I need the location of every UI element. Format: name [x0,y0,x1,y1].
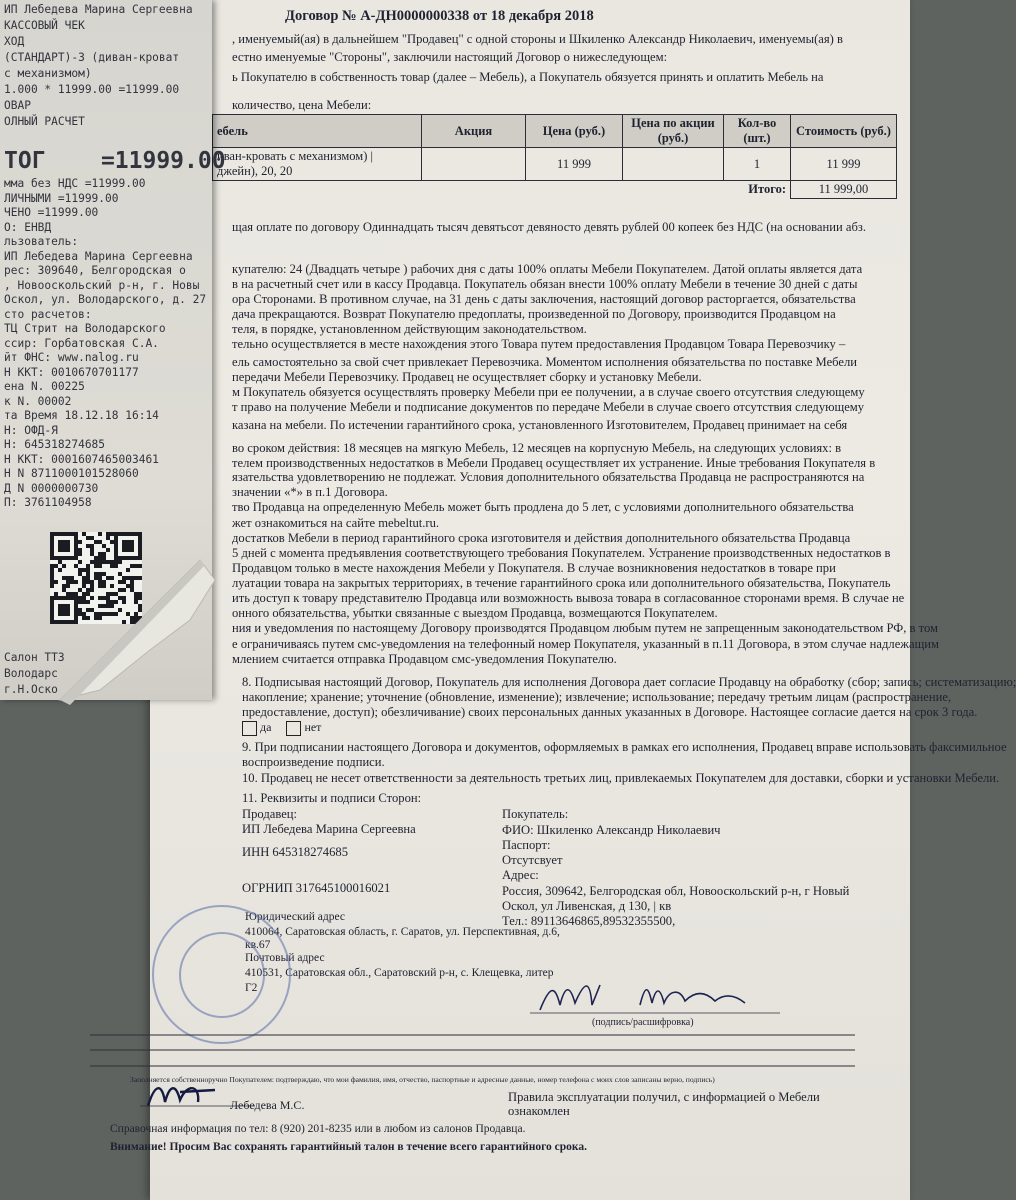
table-row [213,148,897,181]
header-cell: Кол-во (шт.) [724,115,791,148]
receipt-line: с механизмом) [4,67,92,80]
receipt-line: г.Н.Оско [4,683,58,696]
contract-body-line: ора Сторонами. В противном случае, на 31 день с даты заключения, настоящий договор расторгается, обязательства [232,292,856,306]
contract-body-line: е ограничиваясь путем смс-уведомления на телефонный номер Покупателя, указанный в п.11 Договора, в этом случае надлежащим [232,637,939,651]
seller-postal-address-label: Почтовый адрес [245,952,325,964]
footer-note: Заполняется собственноручно Покупателем: подтверждаю, что мои фамилия, имя, отчество, паспортные и адресные данные, номер телефона с моих слов записаны верно, подпись) [130,1075,715,1084]
contract-body-line: м Покупатель обязуется осуществлять проверку Мебели при ее получении, а в случае своего отсутствия следующему [232,385,865,399]
receipt-line: ИП Лебедева Марина Сергеевна [4,249,193,263]
clause-10: 10. Продавец не несет ответственности за деятельность третьих лиц, привлекаемых Покупателем для доставки, сборки и установки Мебели. [242,771,1000,785]
buyer-phone: Тел.: 89113646865,89532355500, [502,914,676,928]
seller-postal-address: Г2 [245,982,258,994]
contract-body-line: т право на получение Мебели и подписание документов по передаче Мебели в случае своего отсутствия следующему [232,400,865,414]
receipt-line: ссир: Горбатовская С.А. [4,336,159,350]
receipt-line: та Время 18.12.18 16:14 [4,409,159,422]
contract-body-line: телем производственных недостатков в Мебели Продавец осуществляет их устранение. Иные требования Покупателя в [232,456,876,470]
intro-line: ь Покупателю в собственность товар (далее – Мебель), а Покупатель обязуется принять и оплатить Мебель на [232,70,824,84]
buyer-passport-label: Паспорт: [502,838,551,852]
contract-body-line: передачи Мебели Перевозчику. Продавец не осуществляет сборку и установку Мебели. [232,370,702,384]
receipt-line: ЛИЧНЫМИ =11999.00 [4,191,119,205]
buyer-address-label: Адрес: [502,868,539,882]
consent-checkboxes [242,720,321,736]
intro-line: , именуемый(ая) в дальнейшем "Продавец" с одной стороны и Шкиленко Александр Николаевич, именуемы(ая) в [232,32,843,46]
checkbox-no[interactable] [286,721,301,736]
receipt-total [4,148,226,174]
contract-body-line: ель самостоятельно за свой счет привлекает Перевозчика. Моментом исполнения обязательства по поставке Мебели [232,355,858,369]
receipt-line: Н ККТ: 0001607465003461 [4,452,159,466]
contract-title: Договор № А-ДН0000000338 от 18 декабря 2018 [285,8,594,24]
seller-legal-address: кв.67 [245,939,271,951]
contract-body-line: теля, в порядке, установленном действующим законодательством. [232,322,587,336]
seller-legal-address: 410064, Саратовская область, г. Саратов, ул. Перспективная, д.6, [245,926,560,938]
receipt-line: Н N 8711000101528060 [4,467,139,480]
checkbox-yes[interactable] [242,721,257,736]
receipt-line: ТЦ Стрит на Володарского [4,322,166,335]
contract-page [110,0,1016,1200]
receipt-total-value: =11999.00 [100,148,226,174]
total-value: 11 999,00 [791,181,897,199]
table-cell: 11 999 [526,148,623,181]
buyer-passport-value: Отсутсвует [502,853,563,867]
seller-legal-address-label: Юридический адрес [245,911,345,923]
info-phone: Справочная информация по тел: 8 (920) 201-8235 или в любом из салонов Продавца. [110,1123,526,1135]
receipt-line: ХОД [4,35,25,48]
receipt-line: мма без НДС =11999.00 [4,177,146,190]
contract-body-line: Продавцом только в месте нахождения Мебели у Покупателя. В случае возникновения недостатков в товаре при [232,561,836,575]
buyer-signature-caption: (подпись/расшифровка) [592,1017,694,1028]
receipt-line: льзователь: [4,235,79,248]
seller-postal-address: 410531, Саратовская обл., Саратовский р-н, с. Клещевка, литер [245,967,554,979]
checkbox-no-label: нет [304,720,322,734]
contract-body-line: купателю: 24 (Двадцать четыре ) рабочих дня с даты 100% оплаты Мебели Покупателем. Датой оплаты является дата [232,262,863,276]
clause-9-line: воспроизведение подписи. [242,755,385,769]
clause-8-line: предоставление, доступ); обезличивание) своих персональных данных указанных в Договоре. Настоящее согласие дается на срок 3 года. [242,705,978,719]
receipt-line: ИП Лебедева Марина Сергеевна [4,3,193,16]
torn-paper-flap [0,560,230,710]
checkbox-yes-label: да [260,720,272,734]
contract-body-line: значении «*» в п.1 Договора. [232,485,388,499]
table-cell: 1 [724,148,791,181]
receipt-line: йт ФНС: www.nalog.ru [4,351,139,364]
receipt-line: Д N 0000000730 [4,481,99,495]
buyer-heading: Покупатель: [502,807,569,821]
contract-body-line: млением считается отправка Продавцом смс-уведомления Покупателю. [232,652,617,666]
receipt-line: ОЛНЫЙ РАСЧЕТ [4,115,85,128]
buyer-fio: ФИО: Шкиленко Александр Николаевич [502,823,721,837]
receipt-total-label: ТОГ [4,148,46,174]
buyer-address: Россия, 309642, Белгородская обл, Новооскольский р-н, г Новый [502,884,850,898]
receipt-line: ена N. 00225 [4,380,85,393]
seller-ogrnip: ОГРНИП 317645100016021 [242,881,391,895]
receipt-line: Н: ОФД-Я [4,423,58,437]
contract-body-line: луатации товара на закрытых территориях, в течение гарантийного срока или дополнительного обязательства, Покупатель [232,576,891,590]
receipt-line: Н: 645318274685 [4,438,106,451]
header-cell: Цена (руб.) [526,115,623,148]
contract-body-line: щая оплате по договору Одиннадцать тысяч девятьсот девяносто девять рублей 00 копеек без НДС (на основании абз. [232,220,866,234]
receipt-line: сто расчетов: [4,307,92,321]
clause-8-line: накопление; хранение; уточнение (обновление, изменение); извлечение; использование; передачу третьим лицам (распространение, [242,690,952,704]
contract-body-line: онного обязательства, убытки связанные с выездом Продавца, возмещаются Покупателем. [232,606,718,620]
seller-inn: ИНН 645318274685 [242,845,348,859]
receipt-line: Н ККТ: 0010670701177 [4,365,139,379]
contract-body-line: жет ознакомиться на сайте mebeltut.ru. [232,516,440,530]
buyer-signature [530,975,790,1020]
seller-name: ИП Лебедева Марина Сергеевна [242,822,416,836]
rules-line: Правила эксплуатации получил, с информацией о Мебели [508,1090,820,1104]
header-cell: Цена по акции (руб.) [623,115,724,148]
fill-in-lines [90,1030,860,1075]
table-total-row [213,181,897,199]
contract-body-line: достатков Мебели в период гарантийного срока изготовителя и действия дополнительного обязательства Продавца [232,531,851,545]
table-header-row [213,115,897,148]
receipt-line: КАССОВЫЙ ЧЕК [4,19,85,32]
contract-body-line: ить доступ к товару представителю Продавца или возможность вывоза товара в согласованное сторонами время. В случае не [232,591,905,605]
receipt-line: П: 3761104958 [4,496,92,509]
contract-body-line: 5 дней с момента предъявления соответствующего требования Покупателем. Устранение производственных недостатков в [232,546,891,560]
header-cell: Акция [422,115,526,148]
receipt-line: 1.000 * 11999.00 =11999.00 [4,83,180,96]
contract-body-line: казана на мебели. По истечении гарантийного срока, установленного Изготовителем, Продавец принимает на себя [232,418,848,432]
intro-line: естно именуемые "Стороны", заключили настоящий Договор о нижеследующем: [232,50,668,64]
receipt-line: Володарс [4,667,58,680]
contract-body-line: язательства удовлетворению не подлежат. Условия дополнительного обязательства Продавца не распространяются на [232,470,865,484]
table-cell [422,148,526,181]
clause-9-line: 9. При подписании настоящего Договора и документов, оформляемых в рамках его исполнения, Продавец вправе использовать факсимильное [242,740,1007,754]
receipt-line: рес: 309640, Белгородская о [4,264,186,277]
attention-note: Внимание! Просим Вас сохранять гарантийный талон в течение всего гарантийного срока. [110,1141,587,1153]
contract-body-line: в на расчетный счет или в кассу Продавца. Покупатель обязан внести 100% оплату Мебели в течение 30 дней с даты [232,277,858,291]
receipt-line: О: ЕНВД [4,220,52,234]
table-cell [623,148,724,181]
furniture-table [212,114,897,199]
receipt-line: , Новооскольский р-н, г. Новы [4,278,200,292]
table-caption: количество, цена Мебели: [232,98,372,112]
seller-stamp [152,905,291,1044]
total-label: Итого: [748,182,786,197]
contract-body-line: тво Продавца на определенную Мебель может быть продлена до 5 лет, с условиями дополнительного обязательства [232,500,854,514]
buyer-address: Оскол, ул Ливенская, д 130, | кв [502,899,672,913]
receipt-line: к N. 00002 [4,394,72,408]
clause-11: 11. Реквизиты и подписи Сторон: [242,791,422,805]
receipt-line: Салон ТТЗ [4,651,65,664]
header-cell: ебель [213,115,422,148]
seller-heading: Продавец: [242,807,298,821]
clause-8-line: 8. Подписывая настоящий Договор, Покупатель для исполнения Договора дает согласие Продавцу на обработку (сбор; запись; систематизацию; [242,675,1016,689]
table-cell: 11 999 [791,148,897,181]
contract-body-line: во сроком действия: 18 месяцев на мягкую Мебель, 12 месяцев на корпусную Мебель, на следующих условиях: в [232,441,842,455]
table-cell: иван-кровать с механизмом) | джейн), 20, 20 [213,148,422,181]
contract-body-line: тельно осуществляется в месте нахождения этого Товара путем предоставления Продавцом Товара Перевозчику – [232,337,846,351]
rules-line: ознакомлен [508,1104,570,1118]
contract-body-line: дача прекращаются. Возврат Покупателю предоплаты, произведенной по Договору, производится Продавцом на [232,307,836,321]
receipt-line: ЧЕНО =11999.00 [4,206,99,219]
receipt-line: ОВАР [4,99,31,112]
seller-signature-caption: Лебедева М.С. [230,1098,305,1112]
receipt-line: Оскол, ул. Володарского, д. 27 [4,293,207,306]
header-cell: Стоимость (руб.) [791,115,897,148]
contract-body-line: ния и уведомления по настоящему Договору производятся Продавцом любым путем не запрещенным законодательством РФ, в том [232,621,939,635]
receipt-line: (СТАНДАРТ)-3 (диван-кроват [4,51,180,64]
